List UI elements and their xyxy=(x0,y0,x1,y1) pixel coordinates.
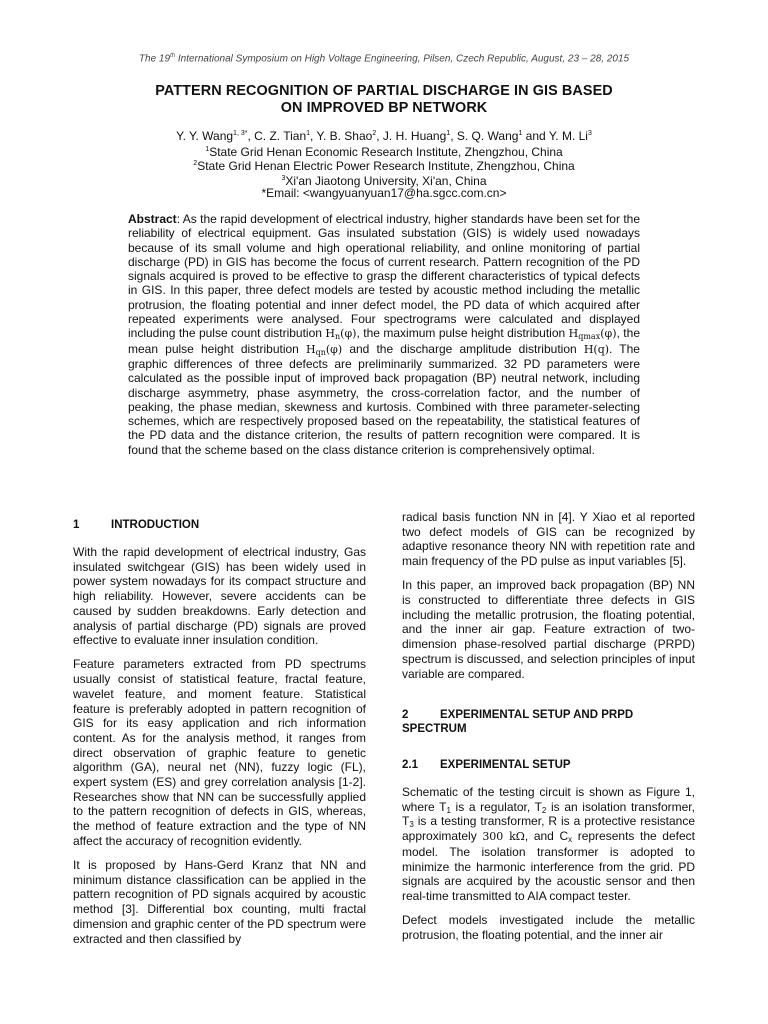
author: Y. B. Shao xyxy=(316,129,373,143)
abstract-text: and the discharge amplitude distribution xyxy=(342,341,584,356)
conference-header: The 19th International Symposium on High Voltage Engineering, Pilsen, Czech Republic, August, 23 – 28, 2015 xyxy=(138,53,630,65)
math-phi: (φ) xyxy=(600,327,617,341)
section-2-heading xyxy=(402,708,695,736)
paragraph: With the rapid development of electrical industry, Gas insulated switchgear (GIS) has been widely used in power system nowadays for its compact structure and high reliability. However, severe accidents can be caused by sudden breakdowns. Early detection and analysis of partial discharge (PD) signals are proved effective to evaluate inner insulation condition. xyxy=(73,545,366,648)
math-sub: x xyxy=(568,835,573,845)
aff-sup: 3 xyxy=(281,175,286,182)
math-h: H xyxy=(306,342,316,356)
section-number: 2 xyxy=(402,709,409,721)
section-title: EXPERIMENTAL SETUP AND PRPD xyxy=(440,709,634,721)
section-title: EXPERIMENTAL SETUP xyxy=(440,759,571,771)
right-column-lower xyxy=(402,785,695,952)
text: Schematic of the testing circuit is shown as Figure 1, where T xyxy=(402,785,695,814)
section-2-1-heading xyxy=(402,758,571,772)
paragraph: Feature parameters extracted from PD spectrums usually consist of statistical feature, fractal feature, wavelet feature, and moment feature. Statistical feature is preferably adopted in pattern recognition of GIS for its easy application and rich information content. As for the analysis method, it ranges from direct observation of graphic feature to genetic algorithm (GA), neural net (NN), fuzzy logic (FL), expert system (ES) and grey correlation analysis [1-2]. Researches show that NN can be successfully applied to the pattern recognition of defects in GIS, whereas, the method of feature extraction and the type of NN affect the accuracy of recognition evidently. xyxy=(73,657,366,848)
paragraph xyxy=(402,785,695,904)
aff-text: State Grid Henan Economic Research Institute, Zhengzhou, China xyxy=(209,145,563,159)
math-phi: (φ) xyxy=(325,342,343,356)
abstract-text: , the maximum pulse height distribution xyxy=(356,326,569,341)
affiliation-2 xyxy=(60,157,708,173)
author-sup: 1 xyxy=(306,130,311,137)
math-hn xyxy=(325,327,356,340)
math-hqn xyxy=(306,343,342,356)
math-sub: 3 xyxy=(409,820,414,830)
section-number: 1 xyxy=(73,519,80,531)
author: Y. M. Li xyxy=(548,129,588,143)
author: C. Z. Tian xyxy=(254,129,307,143)
author-sup: 1, 3* xyxy=(233,130,248,137)
author-sup: 2 xyxy=(372,130,377,137)
aff-text: State Grid Henan Electric Power Research Institute, Zhengzhou, China xyxy=(197,159,575,173)
paper-title xyxy=(60,83,708,117)
text: represents the defect model. The isolation transformer is adopted to minimize the harmonic interference from the grid. PD signals are acquired by the acoustic sensor and then real-time transmitted to AIA compact tester. xyxy=(402,829,695,903)
author-sup: 3 xyxy=(587,130,592,137)
text: is an isolation transformer, T xyxy=(402,799,695,829)
author-sup: 1 xyxy=(446,130,451,137)
author-list: Y. Y. Wang$^{1, 3*}$, C. Z. Tian$^1$, Y. B. Shao$^2$, J. H. Huang$^1$, S. Q. Wang$^1$ and Y. M. Li$^3$ xyxy=(176,129,592,143)
aff-text: Xi'an Jiaotong University, Xi'an, China xyxy=(285,174,487,188)
math-h: H xyxy=(325,327,335,341)
section-title: INTRODUCTION xyxy=(111,519,200,531)
math-h: H xyxy=(568,327,579,341)
section-1-heading xyxy=(73,518,199,532)
aff-sup: 1 xyxy=(205,146,210,153)
author: Y. Y. Wang xyxy=(176,129,234,143)
paragraph: It is proposed by Hans-Gerd Kranz that NN and minimum distance classification can be applied in the pattern recognition of PD signals acquired by acoustic method [3]. Differential box counting, multi fractal dimension and graphic center of the PD spectrum were extracted and then classified by xyxy=(73,858,366,946)
paragraph: radical basis function NN in [4]. Y Xiao et al reported two defect models of GIS can be recognized by adaptive resonance theory NN with repetition rate and main frequency of the PD pulse as input variables [5]. xyxy=(402,510,695,569)
math-hqmax xyxy=(569,327,617,340)
math-hq: H(q) xyxy=(583,342,610,356)
abstract-label: Abstract xyxy=(128,212,177,226)
math-sub: qn xyxy=(315,347,326,357)
text: is a testing transformer, R is a protective resistance approximately xyxy=(402,814,695,844)
title-line-1: PATTERN RECOGNITION OF PARTIAL DISCHARGE IN GIS BASED xyxy=(155,83,613,99)
abstract-text: , the mean pulse height distribution xyxy=(128,326,640,356)
right-column xyxy=(402,510,695,691)
math-resistance: 300 kΩ xyxy=(482,830,525,844)
paragraph: In this paper, an improved back propagation (BP) NN is constructed to differentiate three defects in GIS including the metallic protrusion, the floating potential, and the inner air gap. Feature extraction of two-dimension phase-resolved partial discharge (PRPD) spectrum is discussed, and selection principles of input variable are compared. xyxy=(402,578,695,681)
title-line-2: ON IMPROVED BP NETWORK xyxy=(280,100,488,116)
math-phi: (φ) xyxy=(340,327,357,341)
section-title: SPECTRUM xyxy=(402,723,467,735)
author: S. Q. Wang xyxy=(456,129,519,143)
author-sup: 1 xyxy=(518,130,523,137)
aff-sup: 2 xyxy=(193,160,198,167)
ordinal-suffix: th xyxy=(170,53,176,59)
left-column xyxy=(73,545,366,956)
abstract-text: : As the rapid development of electrical industry, higher standards have been set for the reliability of electrical equipment. Gas insulated substation (GIS) is widely used nowadays because of its small volume and high operational reliability, and online monitoring of partial discharge (PD) in GIS has become the focus of current research. Pattern recognition of the PD signals acquired is proved to be effective to grasp the different characteristics of typical defects in GIS. In this paper, three defect models are tested by acoustic method including the metallic protrusion, the floating potential and inner defect model, the PD data of which acquired after repeated experiments were analysed. Four spectrograms were calculated and displayed including the pulse count distribution xyxy=(128,212,640,341)
conference-text: International Symposium on High Voltage Engineering, Pilsen, Czech Republic, August, 23 – 28, 2015 xyxy=(177,53,630,65)
text: , and C xyxy=(524,829,569,844)
author: J. H. Huang xyxy=(382,129,447,143)
section-number: 2.1 xyxy=(402,759,418,771)
math-sub: n xyxy=(335,332,341,342)
abstract xyxy=(128,212,640,457)
email: *Email: <wangyuanyuan17@ha.sgcc.com.cn> xyxy=(261,186,507,200)
math-sub: qmax xyxy=(578,332,601,342)
math-sub: 1 xyxy=(446,805,451,815)
text: is a regulator, T xyxy=(450,799,542,814)
paragraph: Defect models investigated include the metallic protrusion, the floating potential, and the inner air xyxy=(402,913,695,942)
math-sub: 2 xyxy=(541,805,547,815)
abstract-text: . The graphic differences of three defects are preliminarily summarized. 32 PD parameters were calculated as the possible input of improved back propagation (BP) neutral network, including discharge asymmetry, phase asymmetry, the cross-correlation factor, and the number of peaking, the phase median, skewness and kurtosis. Combined with three parameter-selecting schemes, which are respectively proposed based on the repeatability, the statistical features of the PD data and the distance criterion, the results of pattern recognition were compared. It is found that the scheme based on the class distance criterion is comprehensively optimal. xyxy=(128,341,640,457)
